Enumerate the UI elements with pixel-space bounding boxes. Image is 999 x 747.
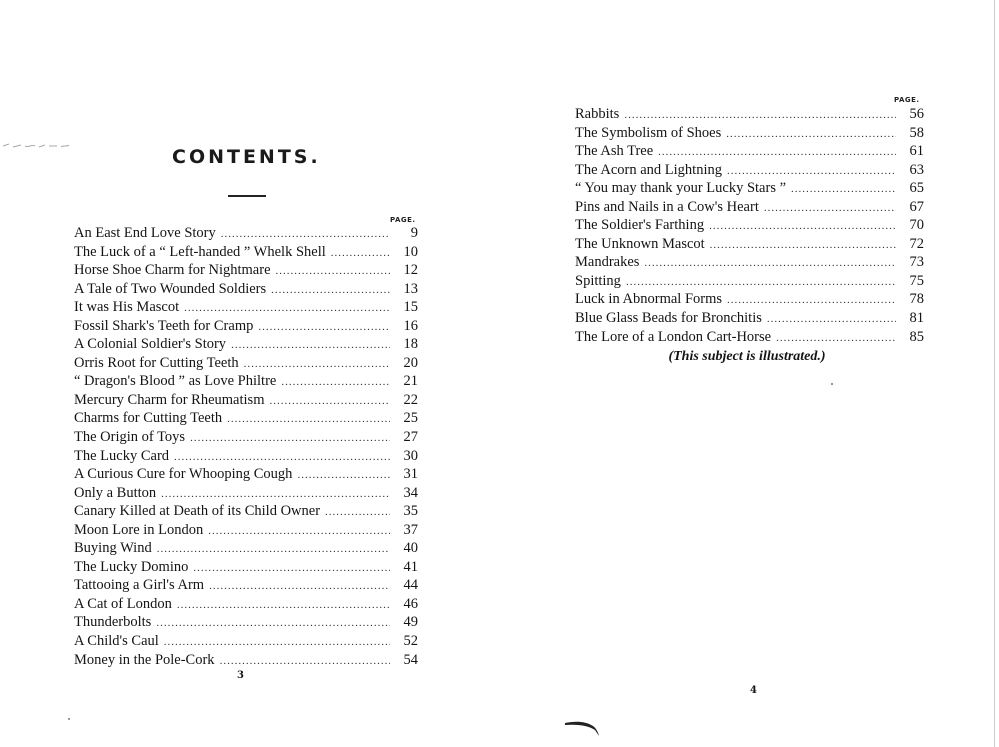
dot-leader xyxy=(709,217,896,236)
toc-entry-title: Luck in Abnormal Forms xyxy=(575,291,723,308)
toc-entry-page: 52 xyxy=(403,633,418,650)
toc-entry xyxy=(575,124,924,143)
dot-leader xyxy=(227,410,390,429)
pencil-annotation-icon xyxy=(1,123,81,153)
toc-entry xyxy=(74,613,418,632)
toc-entry-title: The Luck of a “ Left-handed ” Whelk Shell xyxy=(74,243,326,260)
toc-entry xyxy=(74,576,418,595)
toc-entry-page: 54 xyxy=(403,651,418,668)
toc-entry xyxy=(575,142,924,161)
toc-entry-page: 78 xyxy=(909,291,924,308)
toc-entry xyxy=(575,290,924,309)
toc-entry xyxy=(74,428,418,447)
toc-entry-page: 56 xyxy=(909,106,924,122)
toc-entry-page: 34 xyxy=(403,484,418,501)
toc-entry-title: Only a Button xyxy=(74,484,157,501)
toc-entry-page: 73 xyxy=(909,254,924,271)
toc-entry-page: 67 xyxy=(909,198,924,215)
toc-entry-page: 49 xyxy=(403,614,418,631)
toc-entry xyxy=(74,261,418,280)
toc-entry xyxy=(74,502,418,521)
toc-entry-page: 9 xyxy=(410,225,418,241)
dot-leader xyxy=(791,180,896,199)
toc-entry xyxy=(575,328,924,347)
toc-entry xyxy=(575,309,924,328)
dot-leader xyxy=(281,373,390,392)
toc-entry-title: A Tale of Two Wounded Soldiers xyxy=(74,280,267,297)
toc-entry-page: 10 xyxy=(403,243,418,260)
dot-leader xyxy=(776,329,896,348)
dot-leader xyxy=(220,652,390,671)
dot-leader xyxy=(726,125,896,144)
toc-entry-title: The Lucky Domino xyxy=(74,558,189,575)
toc-entry-title: Blue Glass Beads for Bronchitis xyxy=(575,310,762,327)
toc-entry-title: The Symbolism of Shoes xyxy=(575,124,722,141)
toc-entry-title: A Colonial Soldier's Story xyxy=(74,336,227,353)
toc-entry-page: 37 xyxy=(403,521,418,538)
toc-entry xyxy=(74,317,418,336)
toc-entry xyxy=(74,372,418,391)
toc-entry-title: Rabbits xyxy=(575,106,620,122)
toc-entry-page: 58 xyxy=(909,124,924,141)
toc-entry-title: Buying Wind xyxy=(74,540,152,557)
toc-list-left xyxy=(74,224,418,669)
dot-leader xyxy=(174,448,390,467)
toc-entry-title: A Cat of London xyxy=(74,595,172,612)
toc-entry-page: 21 xyxy=(403,373,418,390)
toc-entry-page: 31 xyxy=(403,466,418,483)
dot-leader xyxy=(727,291,896,310)
toc-entry-title: The Unknown Mascot xyxy=(575,235,705,252)
toc-entry-page: 40 xyxy=(403,540,418,557)
toc-entry-page: 30 xyxy=(403,447,418,464)
toc-entry-title: Charms for Cutting Teeth xyxy=(74,410,223,427)
toc-entry-page: 18 xyxy=(403,336,418,353)
toc-entry xyxy=(74,335,418,354)
toc-entry-page: 22 xyxy=(403,391,418,408)
dot-leader xyxy=(276,262,390,281)
toc-entry xyxy=(74,224,418,243)
toc-entry-title: Money in the Pole-Cork xyxy=(74,651,215,668)
toc-entry xyxy=(74,484,418,503)
toc-entry xyxy=(575,179,924,198)
toc-entry-page: 13 xyxy=(403,280,418,297)
page-folio: 3 xyxy=(237,670,244,681)
toc-entry-title: Thunderbolts xyxy=(74,614,152,631)
dot-leader xyxy=(658,143,896,162)
toc-entry xyxy=(575,198,924,217)
toc-entry xyxy=(74,243,418,262)
toc-entry xyxy=(74,595,418,614)
toc-entry xyxy=(74,298,418,317)
toc-entry xyxy=(575,253,924,272)
right-page xyxy=(495,0,999,747)
toc-entry-title: Canary Killed at Death of its Child Owner xyxy=(74,503,321,520)
toc-entry-title: The Lore of a London Cart-Horse xyxy=(575,328,772,345)
toc-entry-page: 70 xyxy=(909,217,924,234)
curved-ink-mark-icon xyxy=(565,718,605,740)
toc-entry xyxy=(74,447,418,466)
illustration-footnote: (This subject is illustrated.) xyxy=(668,349,826,364)
dot-leader xyxy=(164,633,390,652)
dot-leader xyxy=(325,503,390,522)
toc-entry-page: 44 xyxy=(403,577,418,594)
toc-entry-page: 16 xyxy=(403,317,418,334)
dot-leader xyxy=(727,162,896,181)
title-rule xyxy=(228,195,266,197)
toc-entry-page: 46 xyxy=(403,595,418,612)
toc-entry-page: 63 xyxy=(909,161,924,178)
dot-leader xyxy=(184,299,390,318)
dot-leader xyxy=(161,485,390,504)
toc-entry-title: The Origin of Toys xyxy=(74,429,186,446)
dot-leader xyxy=(208,522,390,541)
toc-entry-title: Fossil Shark's Teeth for Cramp xyxy=(74,317,254,334)
toc-entry-title: It was His Mascot xyxy=(74,299,180,316)
toc-entry xyxy=(74,632,418,651)
toc-entry xyxy=(74,465,418,484)
toc-entry xyxy=(74,558,418,577)
toc-entry-title: The Ash Tree xyxy=(575,143,654,160)
dot-leader xyxy=(244,355,390,374)
toc-entry-title: An East End Love Story xyxy=(74,225,216,241)
toc-entry-title: The Lucky Card xyxy=(74,447,170,464)
toc-entry-title: Mandrakes xyxy=(575,254,640,271)
dot-leader xyxy=(297,466,390,485)
dot-leader xyxy=(626,273,896,292)
toc-list-right xyxy=(575,105,924,346)
dot-leader xyxy=(156,614,390,633)
dot-leader xyxy=(190,429,390,448)
toc-entry xyxy=(74,354,418,373)
dot-leader xyxy=(177,596,390,615)
contents-heading: CONTENTS. xyxy=(172,146,321,168)
toc-entry-page: 85 xyxy=(909,328,924,345)
pencil-scribble-icon xyxy=(1,139,71,153)
toc-entry-page: 41 xyxy=(403,558,418,575)
toc-entry-title: The Acorn and Lightning xyxy=(575,161,722,178)
toc-entry-page: 25 xyxy=(403,410,418,427)
dot-leader xyxy=(269,392,390,411)
toc-entry xyxy=(575,161,924,180)
page-column-header: PAGE. xyxy=(390,216,416,224)
left-page xyxy=(0,0,495,747)
toc-entry-page: 35 xyxy=(403,503,418,520)
dot-leader xyxy=(764,199,896,218)
toc-entry-title: Orris Root for Cutting Teeth xyxy=(74,354,239,371)
toc-entry-page: 20 xyxy=(403,354,418,371)
toc-entry-title: Spitting xyxy=(575,272,621,289)
dot-leader xyxy=(710,236,896,255)
toc-entry-page: 65 xyxy=(909,180,924,197)
toc-entry-title: Pins and Nails in a Cow's Heart xyxy=(575,198,759,215)
toc-entry-page: 61 xyxy=(909,143,924,160)
toc-entry-page: 27 xyxy=(403,429,418,446)
dot-leader xyxy=(209,577,390,596)
ink-speck xyxy=(831,383,833,385)
dot-leader xyxy=(221,225,390,244)
toc-entry-title: “ You may thank your Lucky Stars ” xyxy=(575,180,787,197)
dot-leader xyxy=(271,281,390,300)
toc-entry xyxy=(74,391,418,410)
toc-entry xyxy=(74,651,418,670)
toc-entry-title: A Curious Cure for Whooping Cough xyxy=(74,466,293,483)
dot-leader xyxy=(193,559,390,578)
toc-entry-title: Tattooing a Girl's Arm xyxy=(74,577,205,594)
ink-speck xyxy=(68,718,70,720)
toc-entry-page: 75 xyxy=(909,272,924,289)
dot-leader xyxy=(644,254,896,273)
toc-entry-title: The Soldier's Farthing xyxy=(575,217,705,234)
toc-entry-title: Horse Shoe Charm for Nightmare xyxy=(74,262,271,279)
toc-entry-page: 15 xyxy=(403,299,418,316)
dot-leader xyxy=(231,336,390,355)
toc-entry-title: “ Dragon's Blood ” as Love Philtre xyxy=(74,373,277,390)
toc-entry xyxy=(74,409,418,428)
page-edge-line xyxy=(994,0,995,747)
page-column-header: PAGE. xyxy=(894,96,920,104)
dot-leader xyxy=(624,106,896,125)
toc-entry-page: 72 xyxy=(909,235,924,252)
page-folio: 4 xyxy=(750,685,757,696)
toc-entry xyxy=(575,216,924,235)
dot-leader xyxy=(157,540,390,559)
dot-leader xyxy=(767,310,896,329)
dot-leader xyxy=(331,244,390,263)
toc-entry-title: Mercury Charm for Rheumatism xyxy=(74,391,265,408)
toc-entry xyxy=(74,521,418,540)
toc-entry-title: Moon Lore in London xyxy=(74,521,204,538)
toc-entry xyxy=(575,235,924,254)
toc-entry-page: 81 xyxy=(909,310,924,327)
toc-entry-page: 12 xyxy=(403,262,418,279)
toc-entry xyxy=(74,539,418,558)
toc-entry xyxy=(575,105,924,124)
dot-leader xyxy=(258,318,390,337)
toc-entry xyxy=(74,280,418,299)
toc-entry-title: A Child's Caul xyxy=(74,633,159,650)
toc-entry xyxy=(575,272,924,291)
